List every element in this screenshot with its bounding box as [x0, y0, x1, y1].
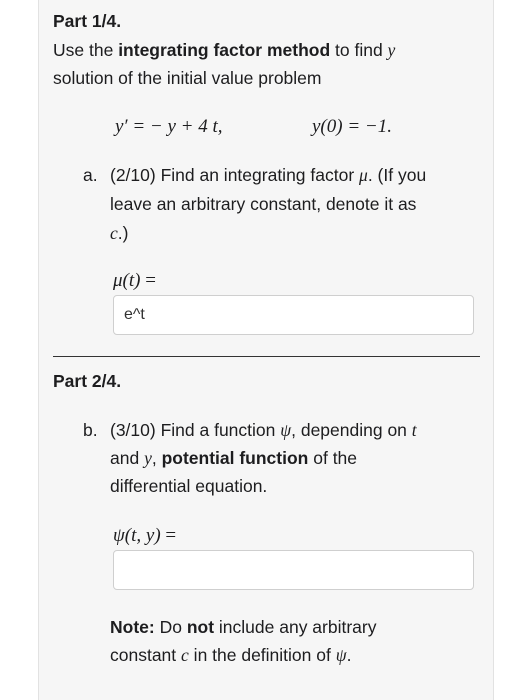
- part2-title: Part 2/4.: [53, 371, 122, 391]
- question-a-line3: c.): [110, 223, 129, 243]
- question-b-line3: differential equation.: [110, 476, 268, 496]
- question-b-line2: and y, potential function of the: [110, 448, 358, 468]
- part-divider: [53, 356, 480, 357]
- note-line2: constant c in the definition of ψ.: [110, 645, 352, 665]
- mu-answer-input[interactable]: [113, 295, 474, 335]
- question-a-line1: (2/10) Find an integrating factor μ. (If you: [110, 165, 427, 185]
- part1-intro-line2: solution of the initial value problem: [53, 68, 322, 88]
- initial-condition: y(0) = −1.: [312, 116, 392, 137]
- part1-title: Part 1/4.: [53, 11, 122, 31]
- question-b-line1: (3/10) Find a function ψ, depending on t: [110, 420, 417, 440]
- question-card: [38, 0, 494, 700]
- psi-answer-label: ψ(t, y) =: [113, 525, 177, 546]
- mu-answer-label: μ(t) =: [113, 270, 156, 291]
- ode-equation: y′ = − y + 4 t,: [115, 116, 223, 137]
- psi-answer-input[interactable]: [113, 550, 474, 590]
- question-a-line2: leave an arbitrary constant, denote it as: [110, 194, 417, 214]
- method-name: integrating factor method: [118, 40, 331, 60]
- question-b-marker: b.: [83, 420, 98, 440]
- potential-function-term: potential function: [161, 448, 309, 468]
- note-line1: Note: Do not include any arbitrary: [110, 617, 377, 637]
- part1-intro-line1: Use the integrating factor method to find y: [53, 40, 396, 60]
- question-a-marker: a.: [83, 165, 98, 185]
